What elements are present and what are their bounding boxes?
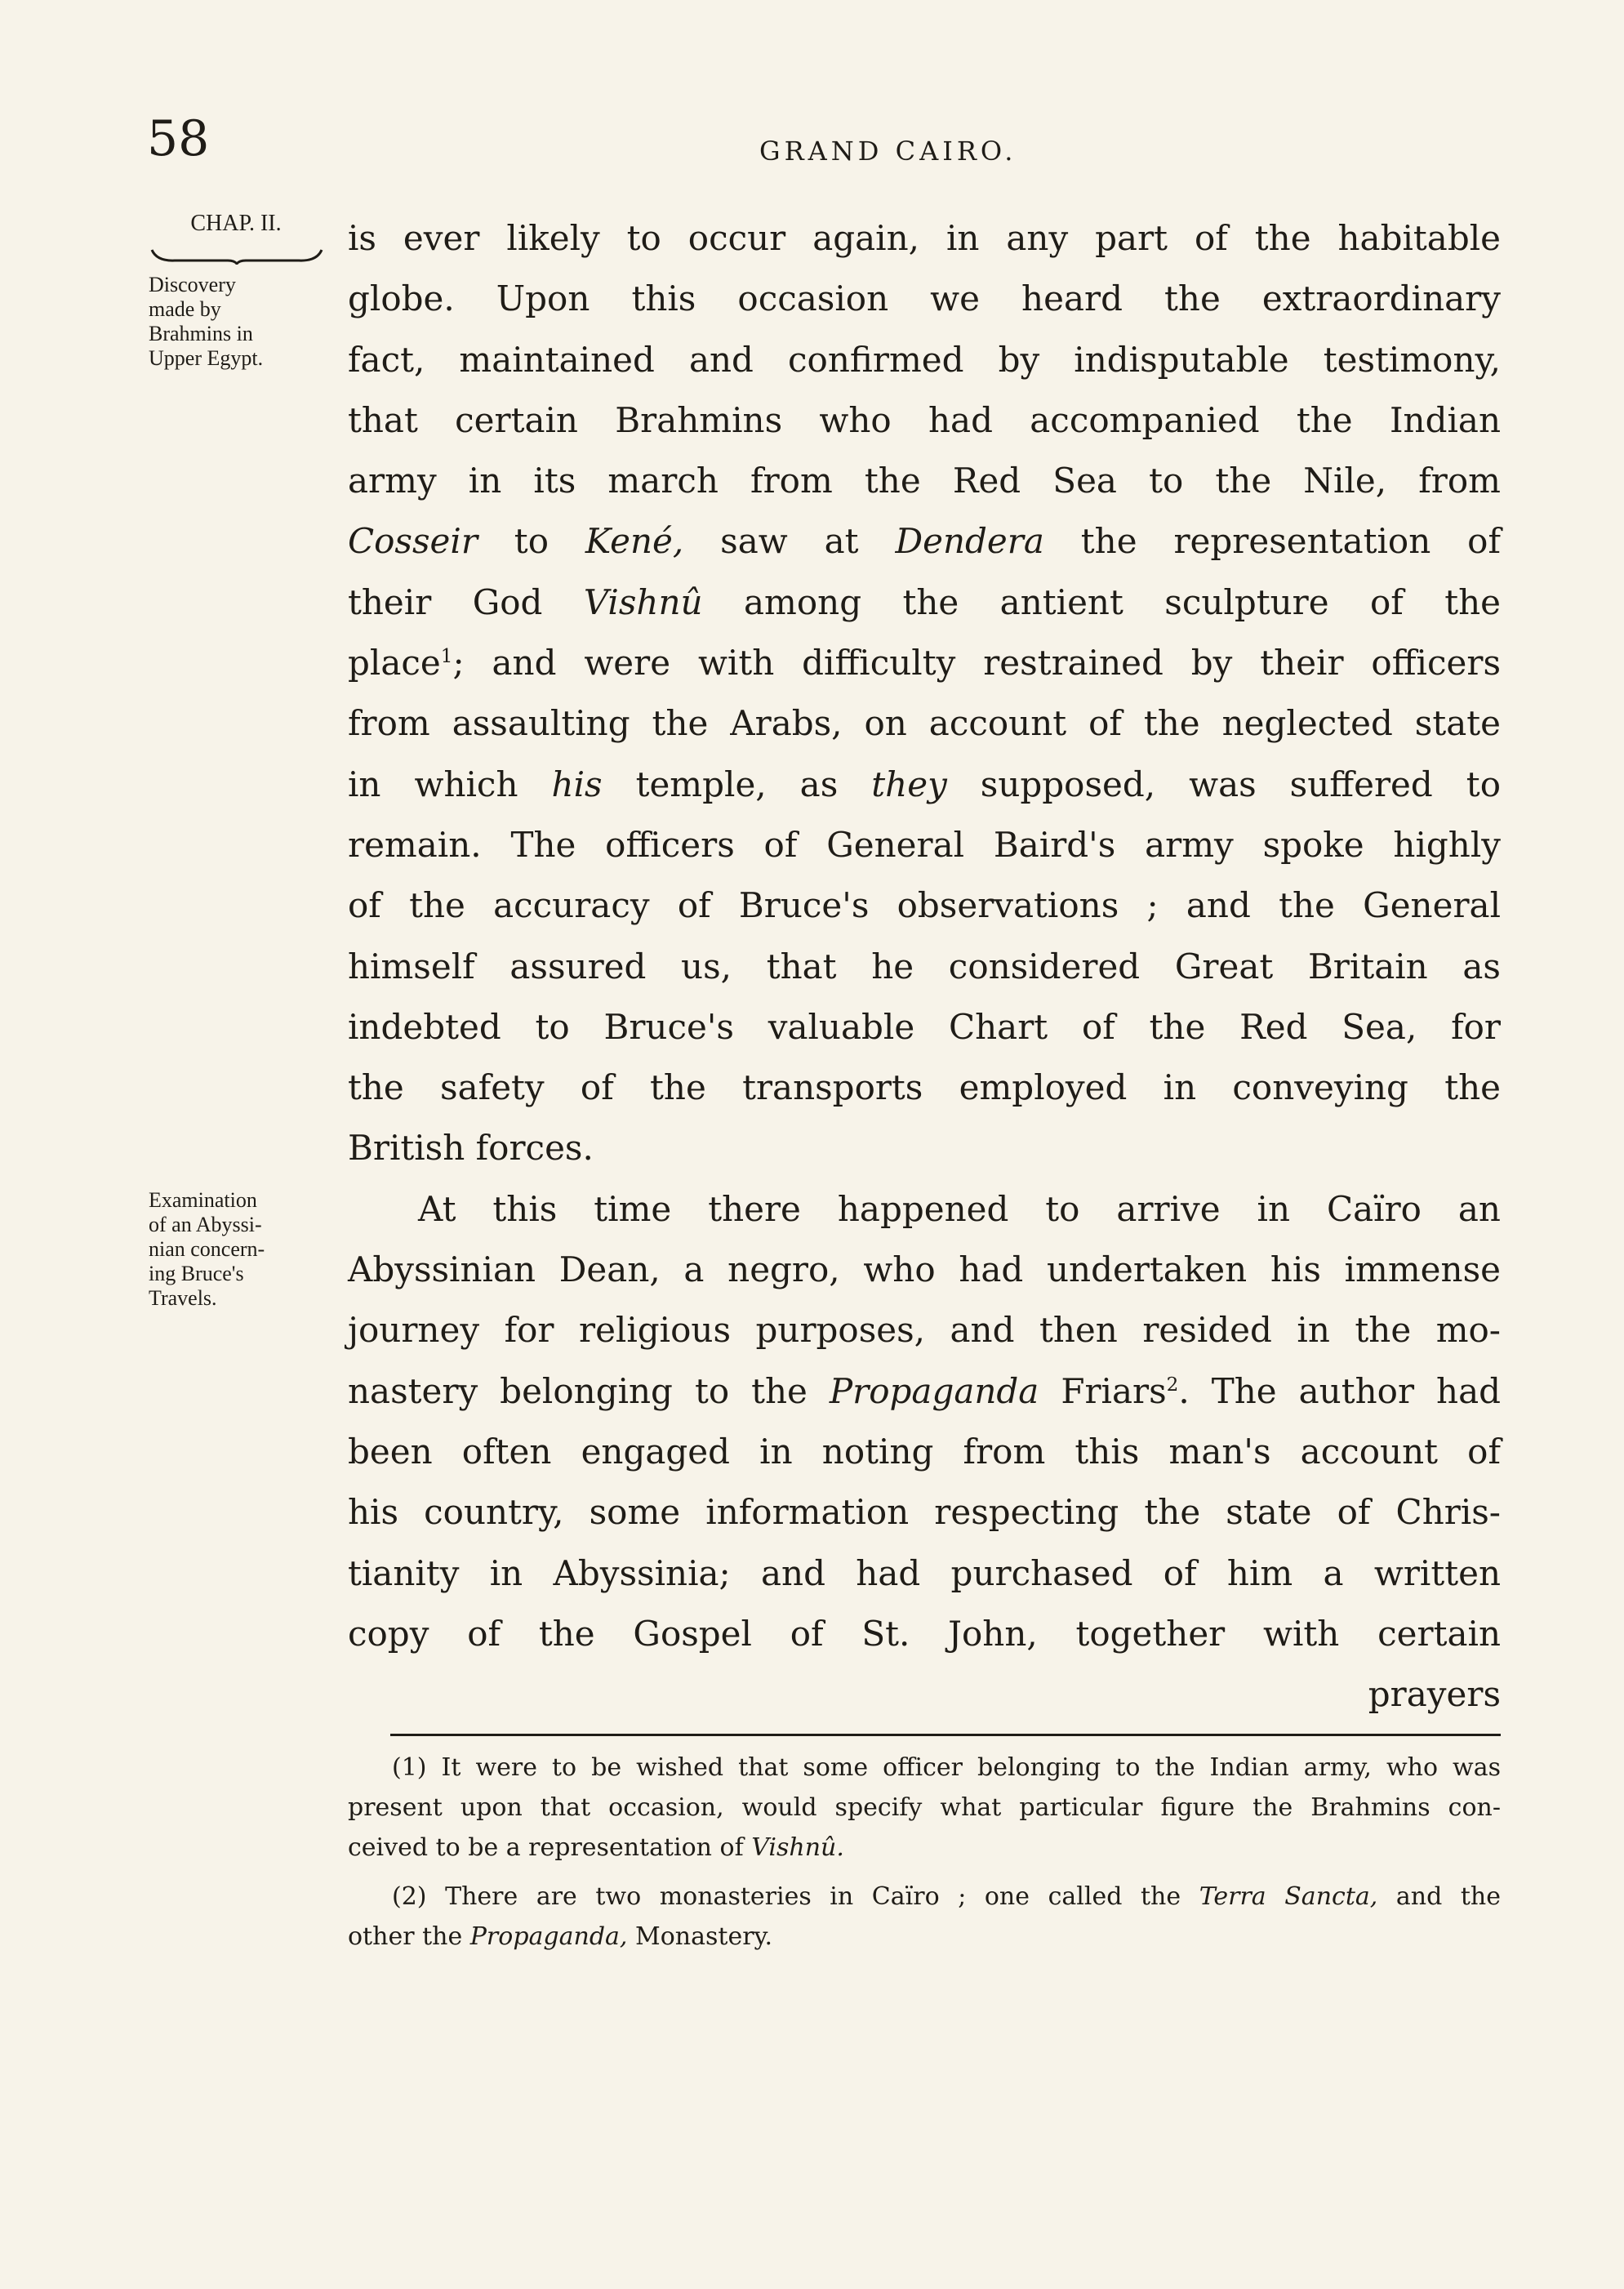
body-text-fragment: the representation of xyxy=(1043,521,1501,562)
place-name: Dendera xyxy=(895,521,1044,562)
body-line: Abyssinian Dean, a negro, who had undertaken his immense xyxy=(348,1249,1501,1290)
margin-note-line: nian concern- xyxy=(149,1237,265,1261)
footnote-text-fragment: ceived to be a representation of xyxy=(348,1833,752,1862)
margin-note-line: Discovery xyxy=(149,273,236,296)
body-text-fragment: in which xyxy=(348,764,552,804)
body-line: that certain Brahmins who had accompanied the Indian xyxy=(348,399,1501,440)
chapter-brace xyxy=(150,247,323,265)
monastery-name: Propaganda, xyxy=(469,1922,628,1951)
body-line xyxy=(348,755,1501,815)
body-text-fragment: Friars xyxy=(1039,1370,1167,1411)
body-text-fragment: among the antient sculpture of the xyxy=(702,581,1502,622)
body-text-fragment: ; and were with difficulty restrained by their officers xyxy=(452,643,1501,684)
footnote-2 xyxy=(348,1877,1501,1957)
emphasis: they xyxy=(871,764,947,804)
margin-note-line: made by xyxy=(149,297,221,321)
body-line: himself assured us, that he considered Great Britain as xyxy=(348,946,1501,986)
body-line: the safety of the transports employed in conveying the xyxy=(348,1067,1501,1108)
place-name: Cosseir xyxy=(348,521,478,562)
footnote-line xyxy=(348,1828,1501,1868)
footnote-text-fragment: other the xyxy=(348,1922,470,1951)
emphasis: his xyxy=(551,764,603,804)
body-text-fragment: saw at xyxy=(683,521,896,562)
footnote-text-fragment: Monastery. xyxy=(627,1922,773,1951)
footnote-line xyxy=(348,1917,1501,1957)
body-line: British forces. xyxy=(348,1128,594,1169)
body-line: been often engaged in noting from this man's account of xyxy=(348,1431,1501,1472)
place-name: Kené, xyxy=(585,521,684,562)
body-line xyxy=(348,633,1501,693)
body-line: journey for religious purposes, and then resided in the mo- xyxy=(348,1310,1501,1351)
body-text-fragment: nastery belonging to the xyxy=(348,1370,830,1411)
footnotes xyxy=(348,1748,1501,1966)
margin-note-line: ing Bruce's xyxy=(149,1262,244,1285)
margin-note-line: Travels. xyxy=(149,1286,217,1310)
body-line: At this time there happened to arrive in Caïro an xyxy=(418,1188,1501,1229)
body-text-fragment: temple, as xyxy=(602,764,872,804)
running-head: GRAND CAIRO. xyxy=(759,136,1017,167)
body-line: copy of the Gospel of St. John, together with certain xyxy=(348,1613,1501,1654)
body-line xyxy=(348,511,1501,572)
monastery-name: Terra Sancta, xyxy=(1199,1882,1378,1911)
body-line: his country, some information respecting the state of Chris- xyxy=(348,1492,1501,1533)
page-number: 58 xyxy=(147,110,210,167)
margin-note-line: Examination xyxy=(149,1188,257,1212)
footnote-line: (1) It were to be wished that some officer belonging to the Indian army, who was xyxy=(392,1753,1501,1782)
body-line: tianity in Abyssinia; and had purchased of him a written xyxy=(348,1552,1501,1593)
margin-note-examination xyxy=(149,1188,336,1311)
chapter-label: CHAP. II. xyxy=(190,211,282,236)
deity-name: Vishnû xyxy=(583,581,703,622)
footnote-reference[interactable]: 1 xyxy=(440,646,453,668)
margin-note-line: Upper Egypt. xyxy=(149,346,264,370)
body-line: army in its march from the Red Sea to the Nile, from xyxy=(348,461,1501,501)
footnote-rule xyxy=(390,1734,1501,1736)
catchword: prayers xyxy=(1368,1674,1501,1715)
footnote-text-fragment: and the xyxy=(1377,1882,1501,1911)
footnote-line xyxy=(348,1877,1501,1917)
body-text-fragment: . The author had xyxy=(1178,1370,1501,1411)
institution-name: Propaganda xyxy=(829,1370,1039,1411)
footnote-1 xyxy=(348,1748,1501,1868)
body-line: is ever likely to occur again, in any part of the habitable xyxy=(348,218,1501,258)
margin-note-line: of an Abyssi- xyxy=(149,1213,262,1236)
body-line: from assaulting the Arabs, on account of the neglected state xyxy=(348,703,1501,744)
footnote-line: present upon that occasion, would specify what particular figure the Brahmins con- xyxy=(348,1793,1501,1822)
deity-name: Vishnû. xyxy=(751,1833,844,1862)
footnote-text-fragment: (2) There are two monasteries in Caïro ; one called the xyxy=(392,1882,1199,1911)
body-line: fact, maintained and confirmed by indisputable testimony, xyxy=(348,339,1501,380)
body-text-fragment: supposed, was suffered to xyxy=(946,764,1501,804)
body-line xyxy=(348,1361,1501,1422)
body-line: of the accuracy of Bruce's observations ; and the General xyxy=(348,885,1501,926)
body-text-fragment: place xyxy=(348,643,441,684)
margin-note-discovery xyxy=(149,273,336,371)
body-text-fragment: to xyxy=(477,521,585,562)
body-line: indebted to Bruce's valuable Chart of the Red Sea, for xyxy=(348,1006,1501,1047)
body-line: globe. Upon this occasion we heard the extraordinary xyxy=(348,278,1501,319)
main-text xyxy=(348,208,1501,1725)
footnote-reference[interactable]: 2 xyxy=(1166,1374,1179,1396)
margin-note-line: Brahmins in xyxy=(149,322,253,345)
body-line: remain. The officers of General Baird's army spoke highly xyxy=(348,824,1501,865)
body-text-fragment: their God xyxy=(348,581,584,622)
body-line xyxy=(348,572,1501,633)
